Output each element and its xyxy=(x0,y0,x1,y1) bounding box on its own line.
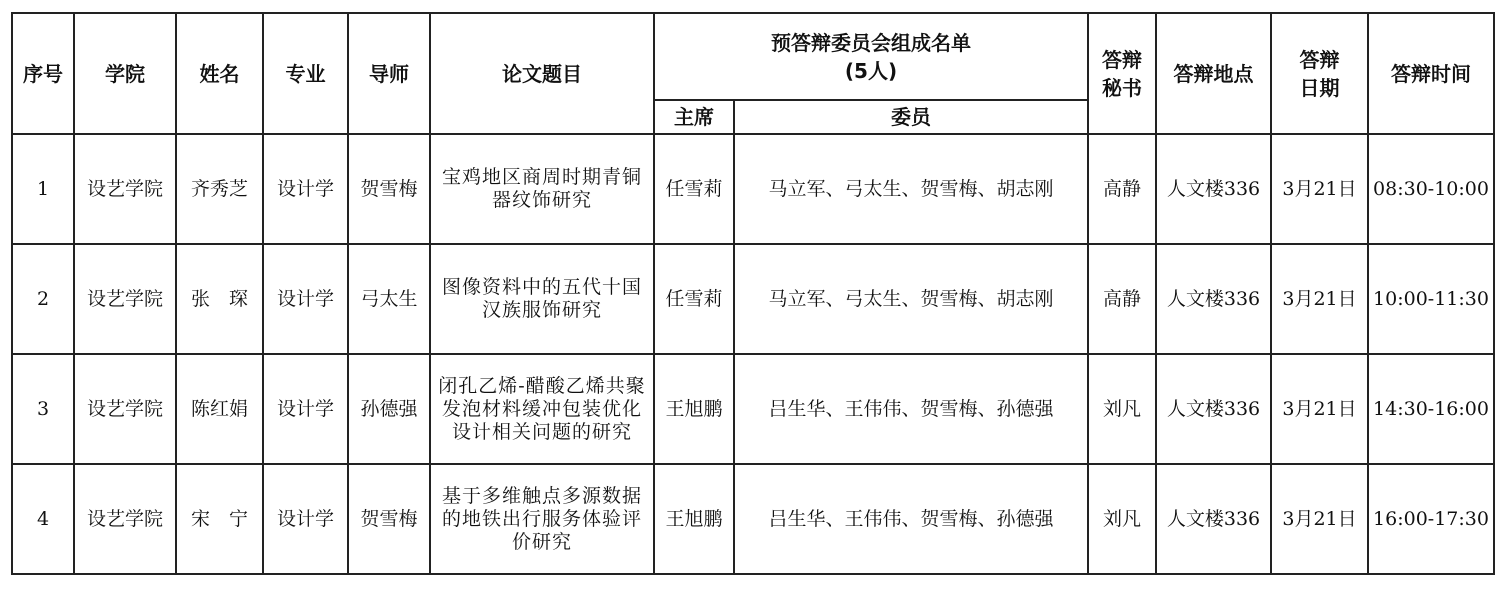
header-thesis-title: 论文题目 xyxy=(430,13,654,134)
cell-index: 1 xyxy=(12,134,74,244)
cell-chair: 任雪莉 xyxy=(654,244,734,354)
cell-members: 马立军、弓太生、贺雪梅、胡志刚 xyxy=(734,134,1088,244)
header-row xyxy=(12,13,1494,100)
committee-size: (5人) xyxy=(844,58,898,83)
cell-time: 08:30-10:00 xyxy=(1368,134,1494,244)
header-college: 学院 xyxy=(74,13,176,134)
cell-secretary: 高静 xyxy=(1088,244,1156,354)
cell-date: 3月21日 xyxy=(1271,354,1368,464)
cell-location: 人文楼336 xyxy=(1156,464,1271,574)
cell-advisor: 孙德强 xyxy=(348,354,430,464)
cell-time: 14:30-16:00 xyxy=(1368,354,1494,464)
header-name: 姓名 xyxy=(176,13,263,134)
cell-college: 设艺学院 xyxy=(74,244,176,354)
cell-index: 4 xyxy=(12,464,74,574)
cell-chair: 任雪莉 xyxy=(654,134,734,244)
cell-advisor: 贺雪梅 xyxy=(348,134,430,244)
header-advisor: 导师 xyxy=(348,13,430,134)
header-date: 答辩日期 xyxy=(1271,13,1368,134)
cell-name: 陈红娟 xyxy=(176,354,263,464)
cell-time: 10:00-11:30 xyxy=(1368,244,1494,354)
cell-index: 3 xyxy=(12,354,74,464)
header-location: 答辩地点 xyxy=(1156,13,1271,134)
cell-college: 设艺学院 xyxy=(74,134,176,244)
cell-secretary: 高静 xyxy=(1088,134,1156,244)
cell-members: 马立军、弓太生、贺雪梅、胡志刚 xyxy=(734,244,1088,354)
header-chair: 主席 xyxy=(654,100,734,134)
cell-name: 宋 宁 xyxy=(176,464,263,574)
cell-members: 吕生华、王伟伟、贺雪梅、孙德强 xyxy=(734,354,1088,464)
header-committee xyxy=(654,13,1088,100)
cell-index: 2 xyxy=(12,244,74,354)
cell-thesis-title: 图像资料中的五代十国汉族服饰研究 xyxy=(430,244,654,354)
header-index: 序号 xyxy=(12,13,74,134)
header-major: 专业 xyxy=(263,13,348,134)
cell-chair: 王旭鹏 xyxy=(654,464,734,574)
cell-thesis-title: 闭孔乙烯-醋酸乙烯共聚发泡材料缓冲包装优化设计相关问题的研究 xyxy=(430,354,654,464)
header-time: 答辩时间 xyxy=(1368,13,1494,134)
cell-secretary: 刘凡 xyxy=(1088,464,1156,574)
cell-name: 齐秀芝 xyxy=(176,134,263,244)
cell-thesis-title: 基于多维触点多源数据的地铁出行服务体验评价研究 xyxy=(430,464,654,574)
defense-schedule-table xyxy=(11,12,1495,575)
cell-date: 3月21日 xyxy=(1271,244,1368,354)
cell-location: 人文楼336 xyxy=(1156,354,1271,464)
cell-time: 16:00-17:30 xyxy=(1368,464,1494,574)
table-row xyxy=(12,244,1494,354)
cell-secretary: 刘凡 xyxy=(1088,354,1156,464)
header-secretary: 答辩秘书 xyxy=(1088,13,1156,134)
cell-major: 设计学 xyxy=(263,354,348,464)
cell-location: 人文楼336 xyxy=(1156,244,1271,354)
cell-advisor: 弓太生 xyxy=(348,244,430,354)
cell-chair: 王旭鹏 xyxy=(654,354,734,464)
header-members: 委员 xyxy=(734,100,1088,134)
cell-members: 吕生华、王伟伟、贺雪梅、孙德强 xyxy=(734,464,1088,574)
cell-thesis-title: 宝鸡地区商周时期青铜器纹饰研究 xyxy=(430,134,654,244)
cell-major: 设计学 xyxy=(263,134,348,244)
table-row xyxy=(12,134,1494,244)
table-row xyxy=(12,354,1494,464)
committee-title: 预答辩委员会组成名单 xyxy=(771,30,971,55)
cell-major: 设计学 xyxy=(263,464,348,574)
cell-major: 设计学 xyxy=(263,244,348,354)
cell-date: 3月21日 xyxy=(1271,134,1368,244)
cell-date: 3月21日 xyxy=(1271,464,1368,574)
cell-location: 人文楼336 xyxy=(1156,134,1271,244)
cell-college: 设艺学院 xyxy=(74,354,176,464)
cell-college: 设艺学院 xyxy=(74,464,176,574)
cell-name: 张 琛 xyxy=(176,244,263,354)
cell-advisor: 贺雪梅 xyxy=(348,464,430,574)
table-row xyxy=(12,464,1494,574)
